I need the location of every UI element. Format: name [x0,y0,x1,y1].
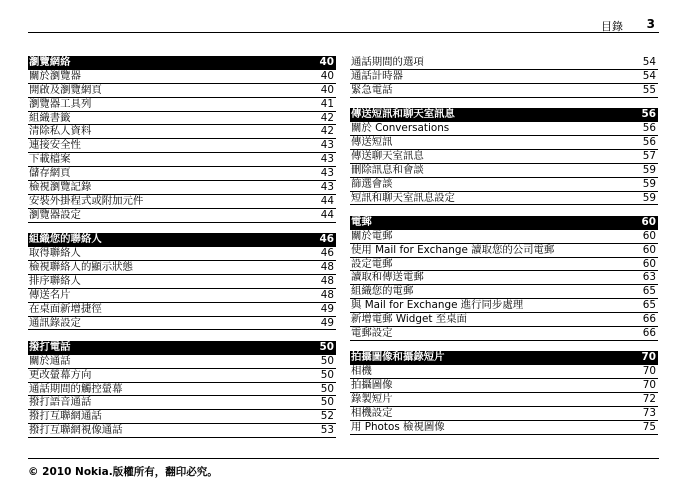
entry-title: 檢視瀏覽記錄 [29,181,92,194]
entry-title: 更改螢幕方向 [29,368,92,381]
chapter-title: 傳送短訊和聊天室訊息 [351,108,455,121]
toc-entry[interactable] [28,396,336,410]
chapter-title: 撥打電話 [29,340,71,353]
page-number: 70 [642,379,656,392]
entry-title: 相機 [351,365,372,378]
toc-entry[interactable] [28,355,336,369]
page-number: 46 [319,233,334,246]
toc-chapter-heading[interactable] [350,108,658,122]
toc-entry[interactable] [28,424,336,438]
header-page-number: 3 [646,17,655,31]
toc-entry[interactable] [350,70,658,84]
page-number: 40 [320,83,334,96]
page-number: 73 [642,406,656,419]
page-number: 40 [319,56,334,68]
toc-chapter-heading[interactable] [28,341,336,355]
entry-title: 在桌面新增捷徑 [29,302,102,315]
page-number: 63 [642,271,656,284]
entry-title: 瀏覽器工具列 [29,97,92,110]
toc-entry[interactable] [350,327,658,341]
page-number: 44 [320,208,334,221]
entry-title: 組織書籤 [29,111,71,124]
page-number: 70 [641,351,656,364]
toc-chapter-heading[interactable] [350,351,658,365]
toc-entry[interactable] [350,271,658,285]
page-number: 42 [320,125,334,138]
page-number: 48 [320,274,334,287]
entry-title: 刪除訊息和會談 [351,163,424,176]
entry-title: 電郵設定 [351,327,393,340]
toc-chapter-heading[interactable] [28,56,336,70]
toc-entry[interactable] [28,139,336,153]
toc-entry[interactable] [28,209,336,223]
toc-entry[interactable] [28,153,336,167]
entry-title: 關於瀏覽器 [29,69,81,82]
toc-entry[interactable] [28,289,336,303]
entry-title: 清除私人資料 [29,125,92,138]
toc-entry[interactable] [350,285,658,299]
page-number: 66 [642,313,656,326]
page-number: 50 [320,354,334,367]
toc-section [350,56,658,98]
toc-entry[interactable] [28,261,336,275]
entry-title: 傳送短訊 [351,135,393,148]
toc-entry[interactable] [28,112,336,126]
entry-title: 瀏覽器設定 [29,208,81,221]
chapter-title: 組織您的聯絡人 [29,233,102,246]
entry-title: 錄製短片 [351,393,393,406]
chapter-title: 瀏覽網絡 [29,56,71,68]
toc-entry[interactable] [350,164,658,178]
page-number: 42 [320,111,334,124]
entry-title: 關於電郵 [351,229,393,242]
entry-title: 通訊錄設定 [29,316,81,329]
toc-entry[interactable] [350,150,658,164]
toc-entry[interactable] [350,122,658,136]
entry-title: 安裝外掛程式或附加元件 [29,194,144,207]
entry-title: 儲存網頁 [29,167,71,180]
toc-entry[interactable] [28,84,336,98]
toc-entry[interactable] [28,247,336,261]
toc-entry[interactable] [28,317,336,331]
entry-title: 取得聯絡人 [29,247,81,260]
toc-section [350,216,658,341]
toc-entry[interactable] [350,84,658,98]
entry-title: 傳送名片 [29,288,71,301]
toc-entry[interactable] [28,98,336,112]
page-number: 43 [320,139,334,152]
entry-title: 與 Mail for Exchange 進行同步處理 [351,299,524,312]
entry-title: 傳送聊天室訊息 [351,149,424,162]
toc-entry[interactable] [350,379,658,393]
toc-entry[interactable] [350,313,658,327]
page-number: 46 [320,247,334,260]
entry-title: 使用 Mail for Exchange 讀取您的公司電郵 [351,243,555,256]
toc-entry[interactable] [28,125,336,139]
toc-chapter-heading[interactable] [28,233,336,247]
page-number: 75 [642,420,656,433]
page-number: 70 [642,365,656,378]
page-number: 49 [320,316,334,329]
page-number: 72 [642,393,656,406]
toc-entry[interactable] [350,365,658,379]
toc-entry[interactable] [350,136,658,150]
page-number: 56 [641,108,656,121]
entry-title: 讀取和傳送電郵 [351,271,424,284]
toc-entry[interactable] [350,192,658,206]
page-number: 60 [641,215,656,228]
page-header [28,14,659,33]
entry-title: 撥打語音通話 [29,396,92,409]
entry-title: 連接安全性 [29,139,81,152]
toc-section [350,108,658,205]
page-number: 43 [320,153,334,166]
page-number: 65 [642,299,656,312]
toc-entry[interactable] [350,299,658,313]
toc-entry[interactable] [350,244,658,258]
page-number: 44 [320,194,334,207]
entry-title: 下載檔案 [29,153,71,166]
page-number: 65 [642,285,656,298]
toc-entry[interactable] [28,181,336,195]
entry-title: 緊急電話 [351,83,393,96]
entry-title: 拍攝圖像 [351,379,393,392]
page-number: 48 [320,288,334,301]
toc-section [28,233,336,330]
page-number: 57 [642,149,656,162]
page-number: 52 [320,410,334,423]
page-number: 53 [320,424,334,437]
page-number: 59 [642,191,656,204]
page-number: 41 [320,97,334,110]
page-number: 54 [642,56,656,68]
page-number: 40 [320,69,334,82]
page-number: 60 [642,257,656,270]
toc-entry[interactable] [350,393,658,407]
entry-title: 排序聯絡人 [29,274,81,287]
toc-entry[interactable] [28,410,336,424]
toc-entry[interactable] [28,303,336,317]
page-number: 54 [642,69,656,82]
page-number: 49 [320,302,334,315]
header-title: 目錄 [601,20,623,33]
entry-title: 關於通話 [29,354,71,367]
page-number: 50 [320,382,334,395]
entry-title: 設定電郵 [351,257,393,270]
toc-entry[interactable] [350,178,658,192]
page-number: 50 [320,396,334,409]
page-number: 60 [642,229,656,242]
entry-title: 檢視聯絡人的顯示狀態 [29,260,133,273]
entry-title: 開啟及瀏覽網頁 [29,83,102,96]
entry-title: 相機設定 [351,406,393,419]
toc-entry[interactable] [350,407,658,421]
page-number: 50 [320,368,334,381]
entry-title: 撥打互聯網視像通話 [29,424,123,437]
page-number: 43 [320,167,334,180]
page-number: 43 [320,181,334,194]
page-number: 59 [642,163,656,176]
toc-entry[interactable] [28,70,336,84]
page-number: 50 [319,340,334,353]
page-number: 56 [642,135,656,148]
page-number: 56 [642,122,656,135]
entry-title: 組織您的電郵 [351,285,414,298]
toc-entry[interactable] [350,258,658,272]
toc-entry[interactable] [28,167,336,181]
entry-title: 關於 Conversations [351,122,450,135]
chapter-title: 電郵 [351,215,372,228]
entry-title: 通話期間的選項 [351,56,424,68]
toc-entry[interactable] [28,383,336,397]
toc-entry[interactable] [28,195,336,209]
toc-section [350,351,658,434]
entry-title: 用 Photos 檢視圖像 [351,420,445,433]
page-number: 55 [642,83,656,96]
toc-right-column [350,56,658,435]
chapter-title: 拍攝圖像和攝錄短片 [351,351,445,364]
copyright-footer: © 2010 Nokia.版權所有，翻印必究。 [28,458,659,479]
entry-title: 新增電郵 Widget 至桌面 [351,313,467,326]
toc-section [28,341,336,438]
entry-title: 撥打互聯網通話 [29,410,102,423]
toc-left-column [28,56,336,438]
entry-title: 通話計時器 [351,69,403,82]
toc-entry[interactable] [28,369,336,383]
toc-chapter-heading[interactable] [350,216,658,230]
toc-entry[interactable] [28,275,336,289]
toc-entry[interactable] [350,56,658,70]
page-number: 59 [642,177,656,190]
toc-entry[interactable] [350,230,658,244]
entry-title: 短訊和聊天室訊息設定 [351,191,455,204]
entry-title: 通話期間的觸控螢幕 [29,382,123,395]
entry-title: 篩選會談 [351,177,393,190]
toc-entry[interactable] [350,421,658,435]
page-number: 48 [320,260,334,273]
page-number: 66 [642,327,656,340]
toc-section [28,56,336,223]
page-number: 60 [642,243,656,256]
